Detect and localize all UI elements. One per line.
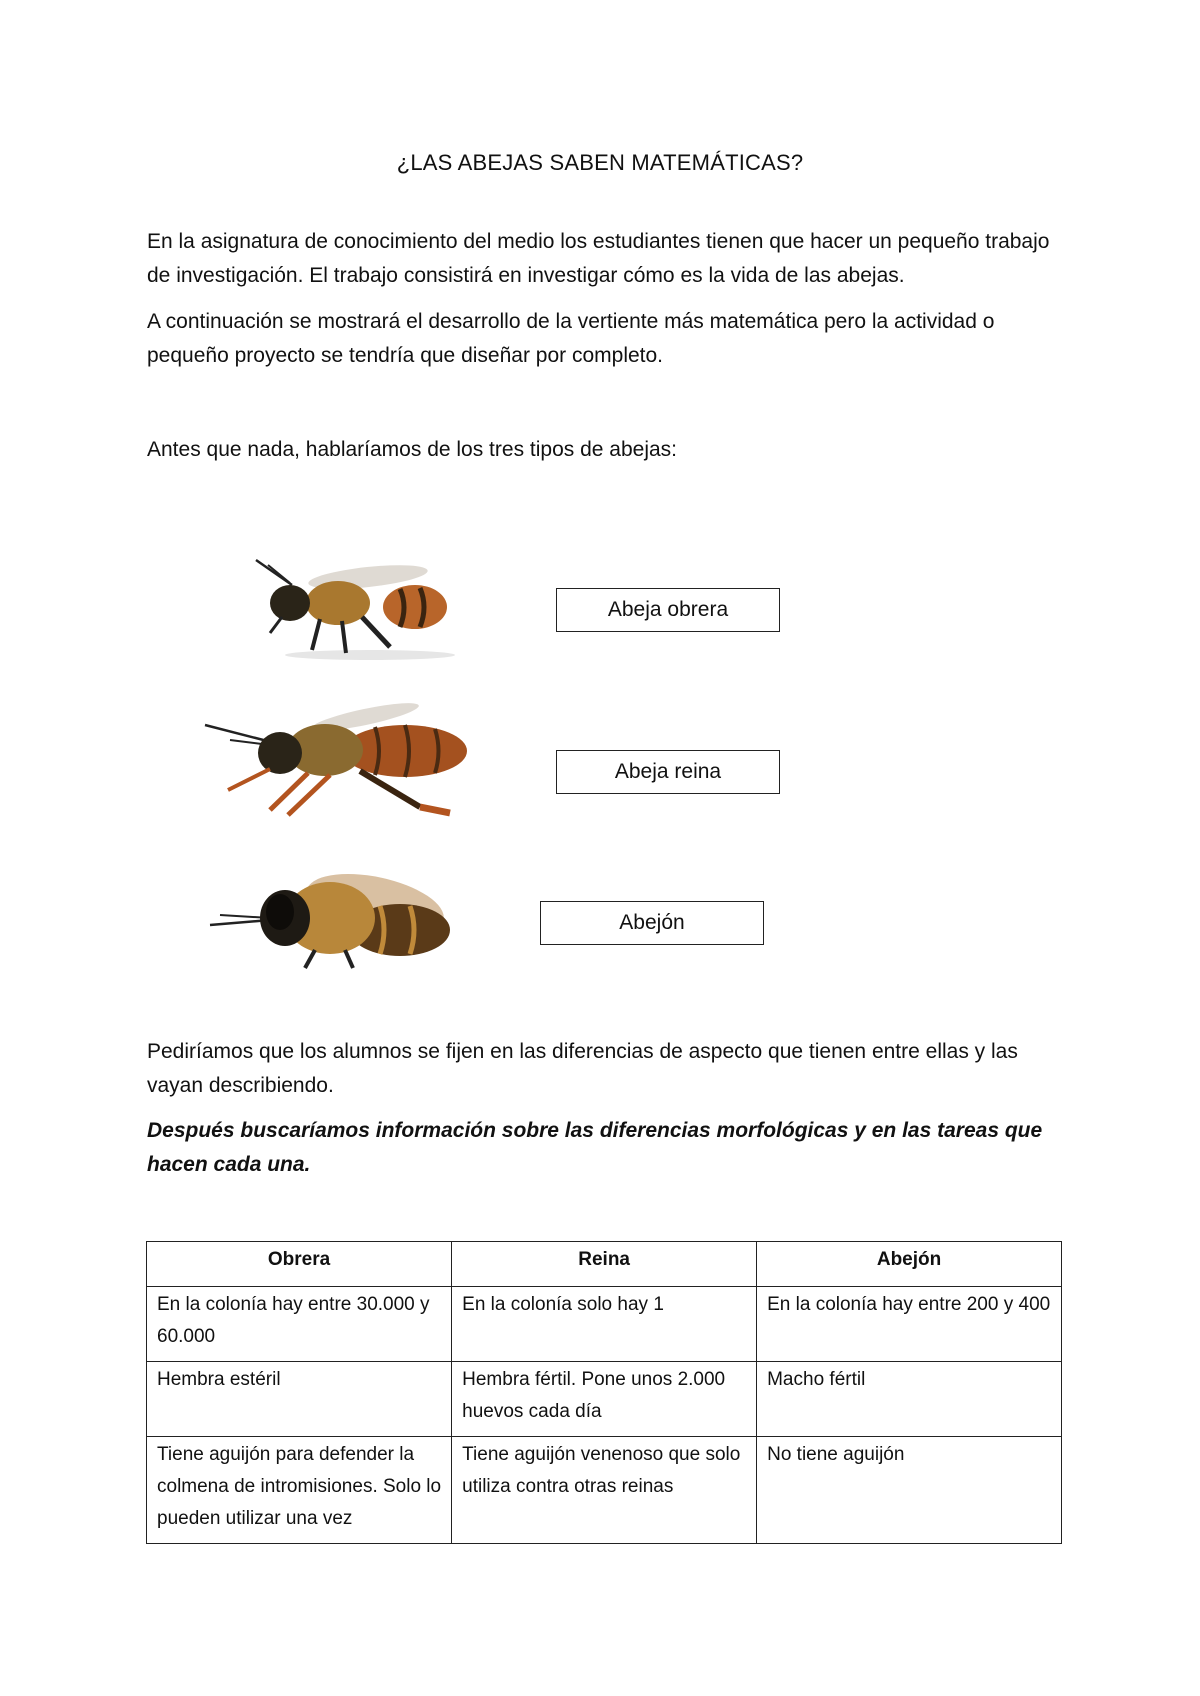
research-paragraph: Después buscaríamos información sobre las diferencias morfológicas y en las tareas que hacen cada una.: [147, 1119, 1043, 1176]
drone-bee-image: [205, 860, 485, 975]
table-header-row: [147, 1242, 1062, 1287]
table-cell: Tiene aguijón para defender la colmena de intromisiones. Solo lo pueden utilizar una vez: [147, 1437, 452, 1544]
table-row: [147, 1287, 1062, 1362]
table-cell: En la colonía solo hay 1: [452, 1287, 757, 1362]
queen-bee-image: [200, 695, 480, 825]
table-cell: En la colonía hay entre 30.000 y 60.000: [147, 1287, 452, 1362]
table-cell: Tiene aguijón venenoso que solo utiliza contra otras reinas: [452, 1437, 757, 1544]
intro-paragraph: En la asignatura de conocimiento del medio los estudiantes tienen que hacer un pequeño trabajo de investigación. El trabajo consistirá en investigar cómo es la vida de las abejas.: [147, 230, 1050, 287]
table-cell: Macho fértil: [757, 1362, 1062, 1437]
bee-types-intro: Antes que nada, hablaríamos de los tres tipos de abejas:: [147, 438, 678, 461]
header-reina: Reina: [452, 1242, 757, 1287]
table-row: [147, 1437, 1062, 1544]
observation-paragraph: Pediríamos que los alumnos se fijen en las diferencias de aspecto que tienen entre ellas y las vayan describiendo.: [147, 1040, 1018, 1097]
bee-comparison-table: [146, 1241, 1062, 1544]
header-obrera: Obrera: [147, 1242, 452, 1287]
table-cell: No tiene aguijón: [757, 1437, 1062, 1544]
worker-bee-image: [250, 555, 465, 665]
document-title: ¿LAS ABEJAS SABEN MATEMÁTICAS?: [396, 150, 804, 175]
table-cell: En la colonía hay entre 200 y 400: [757, 1287, 1062, 1362]
project-paragraph: A continuación se mostrará el desarrollo de la vertiente más matemática pero la actividad o pequeño proyecto se tendría que diseñar por completo.: [147, 310, 995, 367]
worker-bee-label: Abeja obrera: [556, 588, 780, 632]
queen-bee-label: Abeja reina: [556, 750, 780, 794]
table-cell: Hembra fértil. Pone unos 2.000 huevos cada día: [452, 1362, 757, 1437]
header-abejon: Abejón: [757, 1242, 1062, 1287]
drone-bee-label: Abejón: [540, 901, 764, 945]
table-row: [147, 1362, 1062, 1437]
table-cell: Hembra estéril: [147, 1362, 452, 1437]
